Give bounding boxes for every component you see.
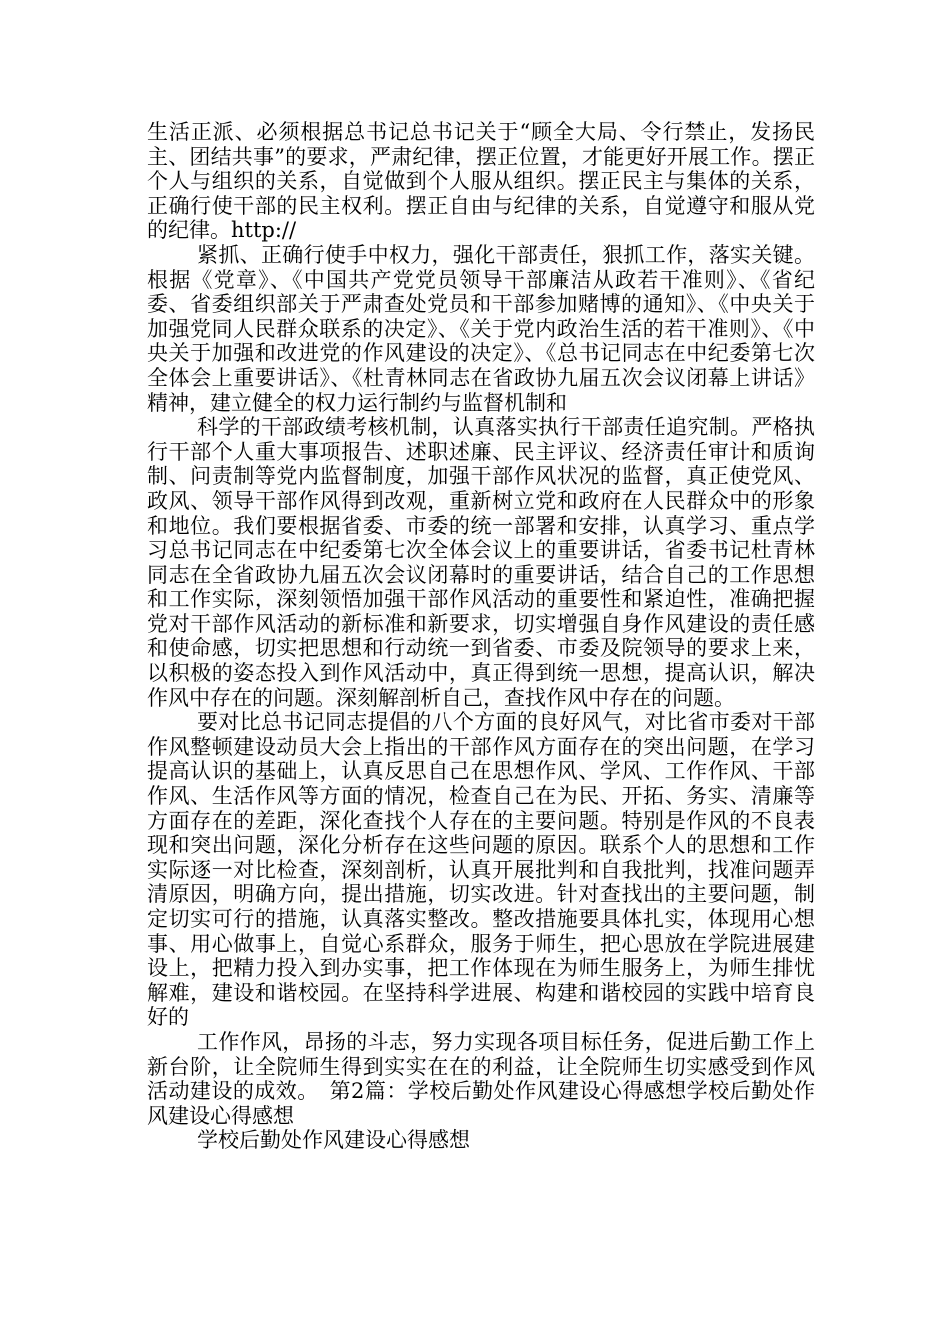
document-page: [147, 120, 815, 1153]
paragraph-5: 工作作风，昂扬的斗志，努力实现各项目标任务，促进后勤工作上新台阶，让全院师生得到实实在在的利益，让全院师生切实感受到作风活动建设的成效。 第2篇：学校后勤处作风建设心得感想学校后勤处作风建设心得感想: [147, 1029, 815, 1128]
paragraph-4: 要对比总书记同志提倡的八个方面的良好风气，对比省市委对干部作风整顿建设动员大会上指出的干部作风方面存在的突出问题，在学习提高认识的基础上，认真反思自己在思想作风、学风、工作作风、干部作风、生活作风等方面的情况，检查自己在为民、开拓、务实、清廉等方面存在的差距，深化查找个人存在的主要问题。特别是作风的不良表现和突出问题，深化分析存在这些问题的原因。联系个人的思想和工作实际逐一对比检查，深刻剖析，认真开展批判和自我批判，找准问题弄清原因，明确方向，提出措施，切实改进。针对查找出的主要问题，制定切实可行的措施，认真落实整改。整改措施要具体扎实，体现用心想事、用心做事上，自觉心系群众，服务于师生，把心思放在学院进展建设上，把精力投入到办实事，把工作体现在为师生服务上，为师生排忧解难，建设和谐校园。在坚持科学进展、构建和谐校园的实践中培育良好的: [147, 710, 815, 1030]
paragraph-1: 生活正派、必须根据总书记总书记关于“顾全大局、令行禁止，发扬民主、团结共事”的要求，严肃纪律，摆正位置，才能更好开展工作。摆正个人与组织的关系，自觉做到个人服从组织。摆正民主与集体的关系，正确行使干部的民主权利。摆正自由与纪律的关系，自觉遵守和服从党的纪律。http://: [147, 120, 815, 243]
paragraph-2: 紧抓、正确行使手中权力，强化干部责任，狠抓工作，落实关键。根据《党章》、《中国共产党党员领导干部廉洁从政若干准则》、《省纪委、省委组织部关于严肃查处党员和干部参加赌博的通知》、《中央关于加强党同人民群众联系的决定》、《关于党内政治生活的若干准则》、《中央关于加强和改进党的作风建设的决定》、《总书记同志在中纪委第七次全体会上重要讲话》、《杜青林同志在省政协九届五次会议闭幕上讲话》精神，建立健全的权力运行制约与监督机制和: [147, 242, 815, 415]
section-heading: 学校后勤处作风建设心得感想: [197, 1128, 470, 1153]
paragraph-3: 科学的干部政绩考核机制，认真落实执行干部责任追究制。严格执行干部个人重大事项报告、述职述廉、民主评议、经济责任审计和质询制、问责制等党内监督制度，加强干部作风状况的监督，真正使党风、政风、领导干部作风得到改观，重新树立党和政府在人民群众中的形象和地位。我们要根据省委、市委的统一部署和安排，认真学习、重点学习总书记同志在中纪委第七次全体会议上的重要讲话，省委书记杜青林同志在全省政协九届五次会议闭幕时的重要讲话，结合自己的工作思想和工作实际，深刻领悟加强干部作风活动的重要性和紧迫性，准确把握党对干部作风活动的新标准和新要求，切实增强自身作风建设的责任感和使命感，切实把思想和行动统一到省委、市委及院领导的要求上来，以积极的姿态投入到作风活动中，真正得到统一思想，提高认识，解决作风中存在的问题。深刻解剖析自己，查找作风中存在的问题。: [147, 415, 815, 710]
